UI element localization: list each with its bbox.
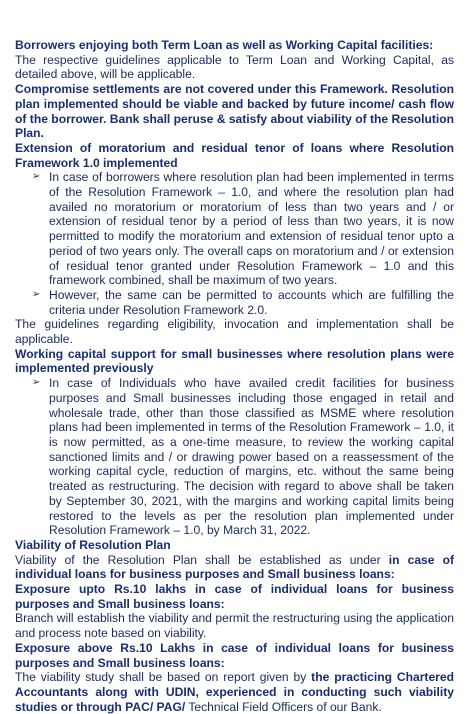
section-heading-exposure-above-10-lakhs: Exposure above Rs.10 Lakhs in case of individual loans for business purposes and Small business loans: <box>15 640 454 670</box>
arrow-bullet-icon: ➢ <box>32 171 41 183</box>
arrow-bullet-icon: ➢ <box>32 377 41 389</box>
exposure-text-bold: the practicing Chartered Accountants along with UDIN, experienced in conducting such viability studies or through PAC/ PAG/ <box>15 670 454 714</box>
list-item <box>32 376 454 538</box>
paragraph-exposure-above-10-lakhs <box>15 670 454 714</box>
list-item <box>32 287 454 317</box>
paragraph-guidelines-applicable: The guidelines regarding eligibility, invocation and implementation shall be applicable. <box>15 317 454 347</box>
section-heading-viability: Viability of Resolution Plan <box>15 537 171 552</box>
paragraph-viability <box>15 553 454 582</box>
section-heading-moratorium-extension: Extension of moratorium and residual tenor of loans where Resolution Framework 1.0 implemented <box>15 140 454 170</box>
compromise-settlement-note: Compromise settlements are not covered under this Framework. Resolution plan implemented should be viable and backed by future income/ cash flow of the borrower. Bank shall peruse & satisfy about viability of the Resolution Plan. <box>15 82 454 141</box>
exposure-text-plain-2: Technical Field Officers of our Bank. <box>185 699 382 714</box>
moratorium-bullet-list <box>15 170 454 317</box>
list-item-text: In case of borrowers where resolution plan had been implemented in terms of the Resolution Framework – 1.0, and where the resolution plan had availed no moratorium or moratorium of less than two years and / or extension of residual tenor by a period of less than two years, it is now permitted to modify the moratorium and extension of residual tenor upto a period of two years only. The overall caps on moratorium and / or extension of residual tenor granted under Resolution Framework – 1.0 and this framework combined, shall be maximum of two years. <box>49 170 454 288</box>
section-heading-working-capital-support: Working capital support for small businesses where resolution plans were implemented previously <box>15 346 454 376</box>
list-item-text: In case of Individuals who have availed credit facilities for business purposes and Small businesses including those engaged in retail and wholesale trade, other than those classified as MSME where resolution plans had been implemented in terms of the Resolution Framework – 1.0, it is now permitted, as a one-time measure, to review the working capital sanctioned limits and / or drawing power based on a reassessment of the working capital cycle, reduction of margins, etc. without the same being treated as restructuring. The decision with regard to above shall be taken by September 30, 2021, with the margins and working capital limits being restored to the levels as per the resolution plan implemented under Resolution Framework – 1.0, by March 31, 2022. <box>49 376 454 538</box>
list-item <box>32 170 454 288</box>
section-heading-exposure-upto-10-lakhs: Exposure upto Rs.10 lakhs in case of individual loans for business purposes and Small business loans: <box>15 582 454 611</box>
working-capital-bullet-list <box>15 376 454 538</box>
arrow-bullet-icon: ➢ <box>32 288 41 300</box>
list-item-text: However, the same can be permitted to accounts which are fulfilling the criteria under Resolution Framework 2.0. <box>49 287 454 317</box>
viability-text-bold: in case of individual loans for business purposes and Small business loans: <box>15 552 454 582</box>
exposure-text-plain-1: The viability study shall be based on report given by <box>15 670 312 685</box>
section-heading-term-loan-working-capital: Borrowers enjoying both Term Loan as well as Working Capital facilities: <box>15 38 434 52</box>
paragraph-exposure-upto-10-lakhs: Branch will establish the viability and permit the restructuring using the application and process note based on viability. <box>15 611 454 641</box>
viability-text-plain: Viability of the Resolution Plan shall be established as under <box>15 552 389 567</box>
paragraph-term-loan-working-capital: The respective guidelines applicable to Term Loan and Working Capital, as detailed above, will be applicable. <box>15 52 454 82</box>
